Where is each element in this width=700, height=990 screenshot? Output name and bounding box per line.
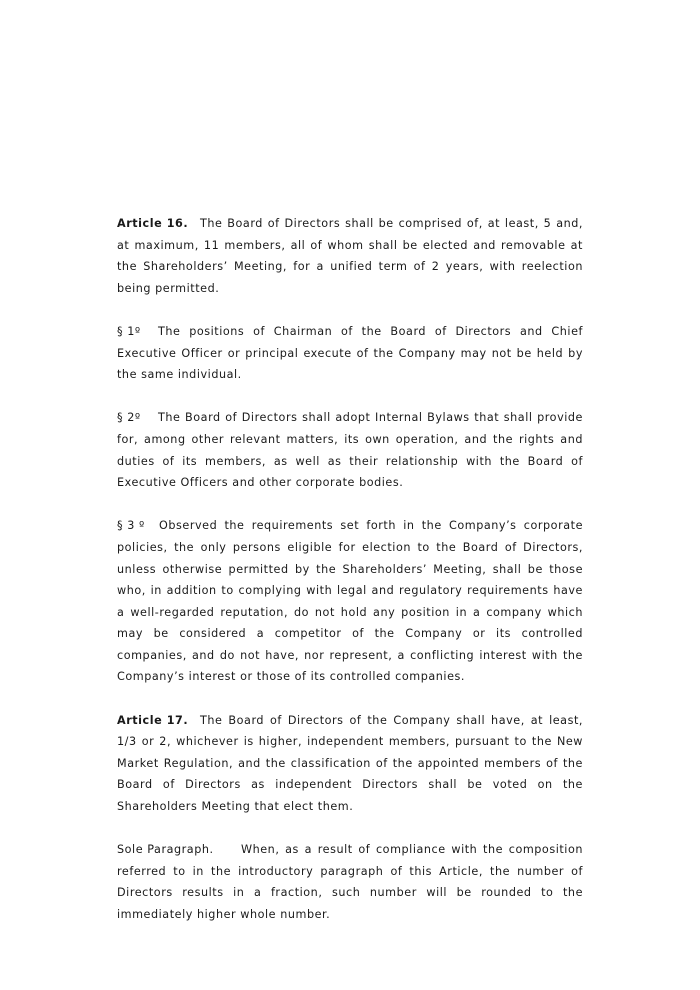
- sole-paragraph: [117, 839, 583, 925]
- sole-paragraph-label: Sole Paragraph.: [117, 843, 214, 857]
- section-label: § 2º: [117, 411, 141, 425]
- article-17-paragraph: [117, 710, 583, 818]
- paragraph-text: The Board of Directors of the Company shall have, at least, 1/3 or 2, whichever is higher, independent members, pursuant to the New Market Regulation, and the classification of the appointed members of the Board of Directors as independent Directors shall be voted on the Shareholders Meeting that elect them.: [117, 713, 583, 814]
- section-2-paragraph: [117, 407, 583, 493]
- article-label: Article 16.: [117, 217, 189, 230]
- article-label: Article 17.: [117, 713, 189, 727]
- paragraph-text: The Board of Directors shall be comprised of, at least, 5 and, at maximum, 11 members, all of whom shall be elected and removable at the Shareholders’ Meeting, for a unified term of 2 years, with reelection being permitted.: [117, 217, 583, 295]
- section-1-paragraph: [117, 321, 583, 386]
- paragraph-text: Observed the requirements set forth in the Company’s corporate policies, the only persons eligible for election to the Board of Directors, unless otherwise permitted by the Shareholders’ Meeting, shall be those who, in addition to complying with legal and regulatory requirements have a well-regarded reputation, do not hold any position in a company which may be considered a competitor of the Company or its controlled companies, and do not have, nor represent, a conflicting interest with the Company’s interest or those of its controlled companies.: [117, 519, 583, 684]
- paragraph-text: The positions of Chairman of the Board of Directors and Chief Executive Officer or principal execute of the Company may not be held by the same individual.: [117, 324, 583, 382]
- section-label: § 1º: [117, 324, 141, 338]
- paragraph-text: The Board of Directors shall adopt Internal Bylaws that shall provide for, among other relevant matters, its own operation, and the rights and duties of its members, as well as their relationship with the Board of Executive Officers and other corporate bodies.: [117, 411, 583, 490]
- paragraph-text: When, as a result of compliance with the composition referred to in the introductory paragraph of this Article, the number of Directors results in a fraction, such number will be rounded to the immediately higher whole number.: [117, 843, 583, 921]
- document-body: [117, 213, 583, 926]
- section-3-paragraph: [117, 515, 583, 688]
- article-16-paragraph: [117, 213, 583, 299]
- section-label: § 3 º: [117, 519, 145, 533]
